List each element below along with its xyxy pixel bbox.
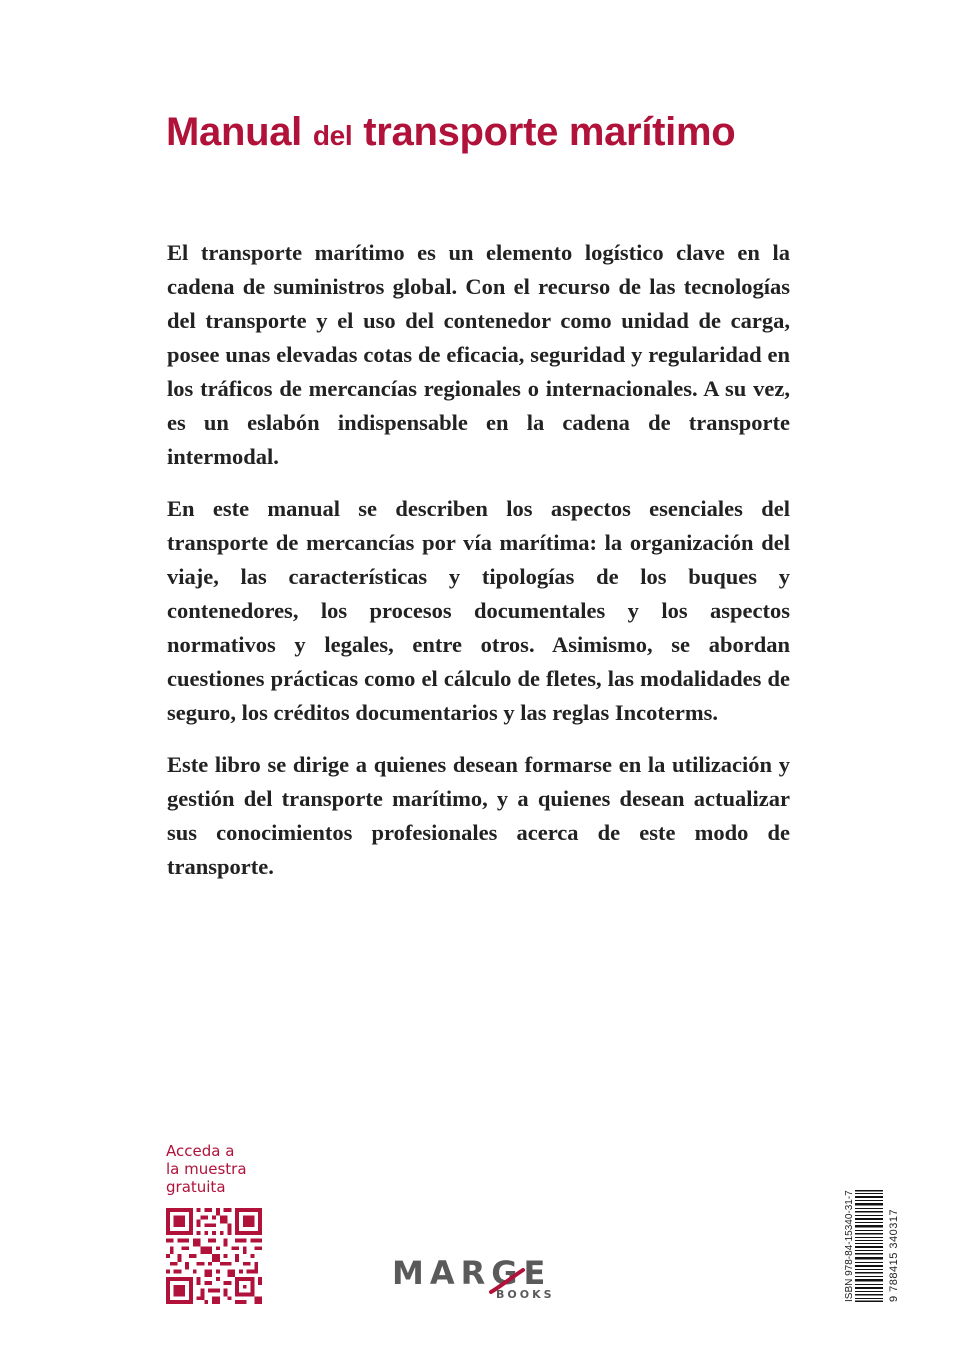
isbn-digits: 9 788415 340317 xyxy=(888,1208,900,1302)
blurb-paragraph-1: El transporte marítimo es un elemento logístico clave en la cadena de suministros global. Con el recurso de las tecnologías del transporte y el uso del contenedor como unidad de carga, posee unas elevadas cotas de eficacia, seguridad y regularidad en los tráficos de mercancías regionales o internacionales. A su vez, es un eslabón indispensable en la cadena de transporte intermodal. xyxy=(167,240,790,469)
blurb-paragraph-3: Este libro se dirige a quienes desean formarse en la utilización y gestión del transporte marítimo, y a quienes desean actualizar sus conocimientos profesionales acerca de este modo de transporte. xyxy=(167,752,790,879)
publisher-logo-sub: BOOKS xyxy=(496,1288,555,1301)
title-word-manual: Manual xyxy=(166,110,302,154)
publisher-logo-name: MARGE xyxy=(392,1254,552,1292)
qr-code-icon[interactable] xyxy=(166,1208,262,1304)
isbn-barcode xyxy=(840,1190,900,1302)
book-title xyxy=(166,106,866,162)
blurb-paragraph-2: En este manual se describen los aspectos esenciales del transporte de mercancías por vía marítima: la organización del viaje, las características y tipologías de los buques y contenedores, los procesos documentales y los aspectos normativos y legales, entre otros. Asimismo, se abordan cuestiones prácticas como el cálculo de fletes, las modalidades de seguro, los créditos documentarios y las reglas Incoterms. xyxy=(167,496,790,725)
blurb xyxy=(167,236,790,902)
qr-caption-line-3: gratuita xyxy=(166,1178,226,1196)
isbn-text: ISBN 978-84-15340-31-7 xyxy=(844,1190,855,1302)
title-word-transporte: transporte marítimo xyxy=(363,110,736,154)
publisher-logo xyxy=(392,1254,572,1310)
qr-caption-line-2: la muestra xyxy=(166,1160,247,1178)
qr-caption-line-1: Acceda a xyxy=(166,1142,235,1160)
title-word-del: del xyxy=(312,120,353,151)
qr-caption xyxy=(166,1142,286,1196)
barcode-icon xyxy=(855,1190,883,1302)
